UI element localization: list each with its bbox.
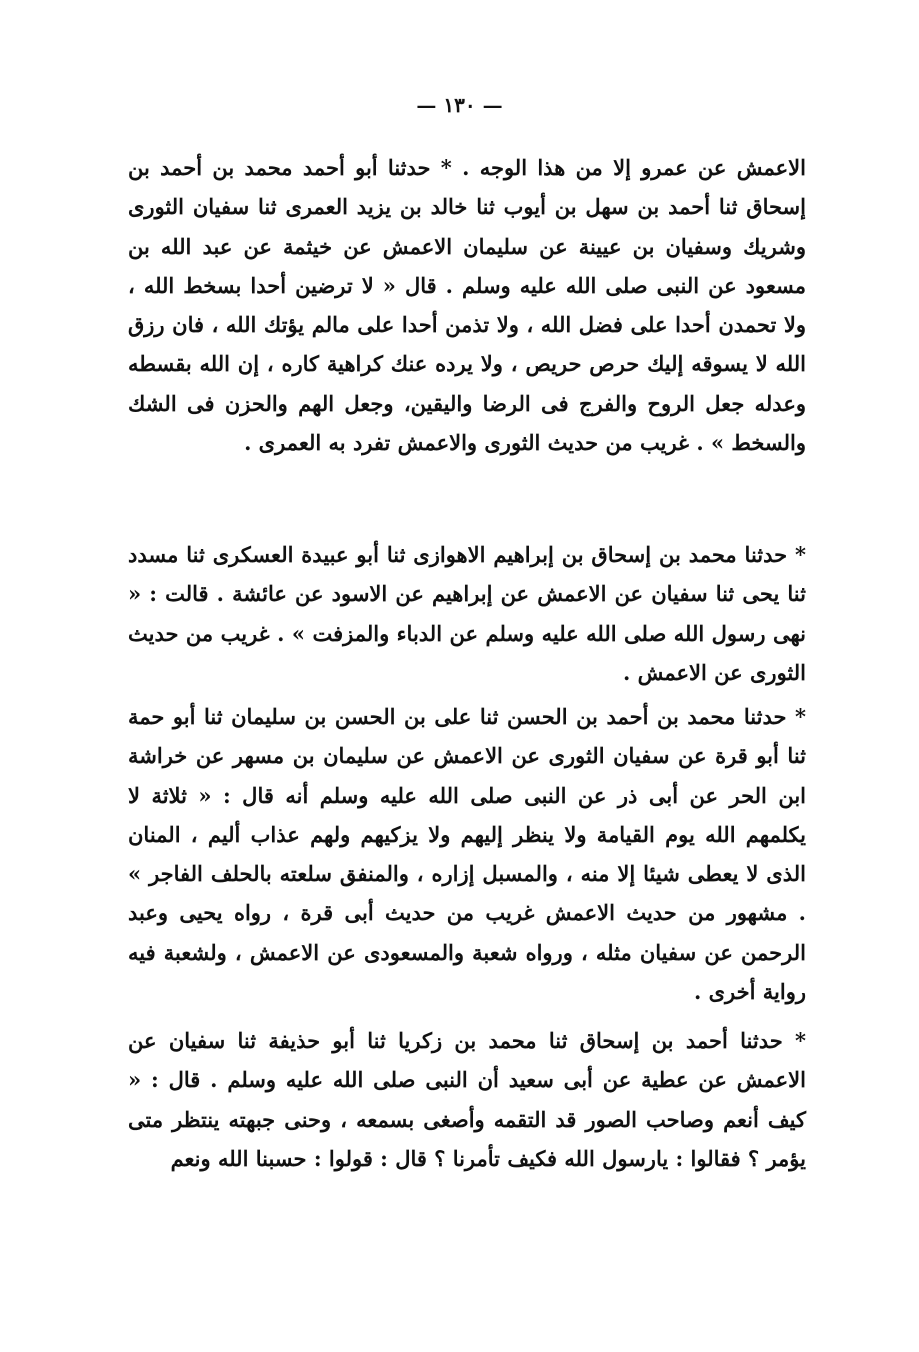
text-block-hadith-3 [128, 697, 806, 1011]
paragraph-hadith-2: * حدثنا محمد بن إسحاق بن إبراهيم الاهوازى ثنا أبو عبيدة العسكرى ثنا مسدد ثنا يحى ثنا سفيان عن الاعمش عن إبراهيم عن الاسود عن عائشة . قالت : « نهى رسول الله صلى الله عليه وسلم عن الدباء والمزفت » . غريب من حديث الثورى عن الاعمش . [128, 542, 806, 685]
text-block-hadith-4 [128, 1021, 806, 1178]
text-block-hadith-2 [128, 535, 806, 692]
text-block-continuation [128, 148, 806, 462]
paragraph-continuation: الاعمش عن عمرو إلا من هذا الوجه . * حدثنا أبو أحمد محمد بن أحمد بن إسحاق ثنا أحمد بن سهل بن أيوب ثنا خالد بن يزيد العمرى ثنا سفيان الثورى وشريك وسفيان بن عيينة عن سليمان الاعمش عن خيثمة عن عبد الله بن مسعود عن النبى صلى الله عليه وسلم . قال « لا ترضين أحدا بسخط الله ، ولا تحمدن أحدا على فضل الله ، ولا تذمن أحدا على مالم يؤتك الله ، فان رزق الله لا يسوقه إليك حرص حريص ، ولا يرده عنك كراهية كاره ، إن الله بقسطه وعدله جعل الروح والفرج فى الرضا واليقين، وجعل الهم والحزن فى الشك والسخط » . غريب من حديث الثورى والاعمش تفرد به العمرى . [128, 155, 806, 456]
page-number: — ١٣٠ — [416, 93, 503, 117]
paragraph-hadith-4: * حدثنا أحمد بن إسحاق ثنا محمد بن زكريا ثنا أبو حذيفة ثنا سفيان عن الاعمش عن عطية عن أبى سعيد أن النبى صلى الله عليه وسلم . قال : « كيف أنعم وصاحب الصور قد التقمه وأصغى بسمعه ، وحنى جبهته ينتظر متى يؤمر ؟ فقالوا : يارسول الله فكيف تأمرنا ؟ قال : قولوا : حسبنا الله ونعم [128, 1028, 806, 1171]
paragraph-hadith-3: * حدثنا محمد بن أحمد بن الحسن ثنا على بن الحسن بن سليمان ثنا أبو حمة ثنا أبو قرة عن سفيان الثورى عن الاعمش عن سليمان بن مسهر عن خراشة ابن الحر عن أبى ذر عن النبى صلى الله عليه وسلم أنه قال : « ثلاثة لا يكلمهم الله يوم القيامة ولا ينظر إليهم ولا يزكيهم ولهم عذاب أليم ، المنان الذى لا يعطى شيئا إلا منه ، والمسبل إزاره ، والمنفق سلعته بالحلف الفاجر » . مشهور من حديث الاعمش غريب من حديث أبى قرة ، رواه يحيى وعبد الرحمن عن سفيان مثله ، ورواه شعبة والمسعودى عن الاعمش ، ولشعبة فيه رواية أخرى . [128, 704, 806, 1005]
